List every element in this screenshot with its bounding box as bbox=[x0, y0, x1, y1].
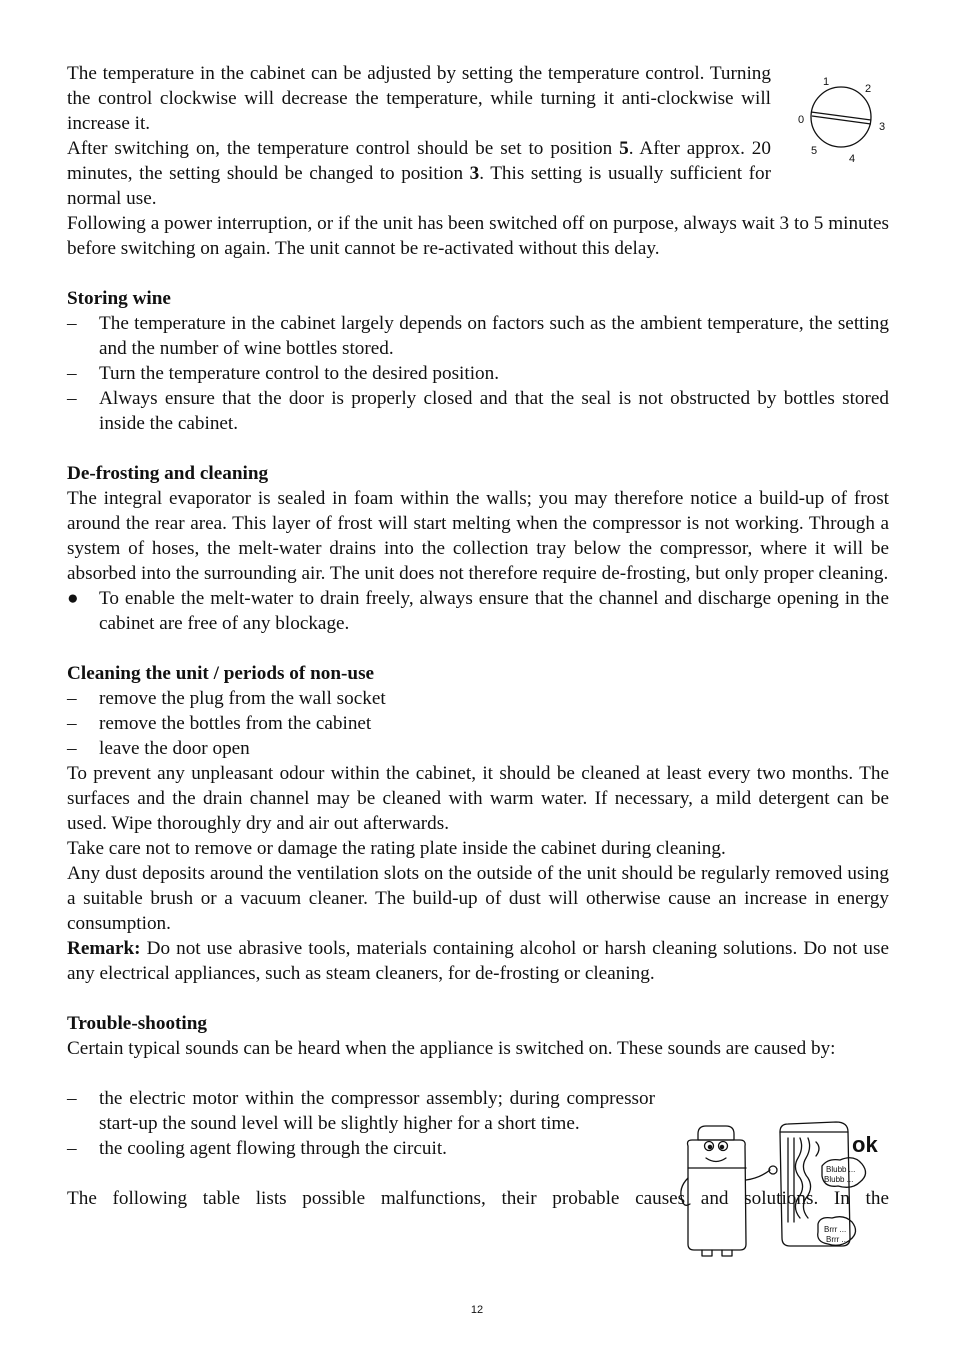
heading-defrosting: De-frosting and cleaning bbox=[67, 463, 269, 484]
heading-cleaning: Cleaning the unit / periods of non-use bbox=[67, 663, 375, 684]
intro-paragraph-1: The temperature in the cabinet can be adjusted by setting the temperature control. Turning the control clockwise will decrease the temperature, while turning it anti-clockwise will increase it. bbox=[67, 63, 771, 134]
cleaning-paragraph-2: Take care not to remove or damage the rating plate inside the cabinet during cleaning. bbox=[67, 838, 726, 859]
cleaning-paragraph-3: Any dust deposits around the ventilation slots on the outside of the unit should be regularly removed using a suitable brush or a vacuum cleaner. The build-up of dust will otherwise cause an increase in energy consumption. bbox=[67, 863, 889, 934]
temperature-dial-figure bbox=[793, 70, 893, 170]
trouble-paragraph-2: The following table lists possible malfunctions, their probable causes and solutions. In the bbox=[67, 1188, 889, 1209]
sound-label: Brrr ... bbox=[824, 1225, 847, 1234]
dial-label: 2 bbox=[865, 83, 872, 95]
intro-paragraph-2: After switching on, the temperature control should be set to position 5. After approx. 20 minutes, the setting should be changed to position 3. This setting is usually sufficient for normal use. bbox=[67, 138, 771, 209]
dial-label: 0 bbox=[798, 114, 805, 126]
list-item: – the cooling agent flowing through the circuit. bbox=[67, 1138, 447, 1159]
list-item: – leave the door open bbox=[67, 738, 250, 759]
document-body bbox=[67, 61, 889, 1211]
list-item: – Always ensure that the door is properly closed and that the seal is not obstructed by bottles stored inside the cabinet. bbox=[67, 388, 889, 434]
sound-label: Brrr ... bbox=[826, 1235, 849, 1244]
dial-label: 1 bbox=[823, 76, 830, 88]
dial-label: 3 bbox=[879, 121, 886, 133]
heading-storing-wine: Storing wine bbox=[67, 288, 171, 309]
list-item: – remove the bottles from the cabinet bbox=[67, 713, 372, 734]
page-number: 12 bbox=[470, 1304, 484, 1316]
list-item: – remove the plug from the wall socket bbox=[67, 688, 386, 709]
fridge-cartoon-figure bbox=[676, 1118, 888, 1258]
list-item: ● To enable the melt-water to drain freely, always ensure that the channel and discharge opening in the cabinet are free of any blockage. bbox=[67, 588, 889, 634]
intro-paragraph-3: Following a power interruption, or if the unit has been switched off on purpose, always wait 3 to 5 minutes before switching on again. The unit cannot be re-activated without this delay. bbox=[67, 213, 889, 259]
defrost-paragraph: The integral evaporator is sealed in foam within the walls; you may therefore notice a build-up of frost around the rear area. This layer of frost will start melting when the compressor is not working. Through a system of hoses, the melt-water drains into the collection tray below the compressor, where it will be absorbed into the surrounding air. The unit does not therefore require de-frosting, but only proper cleaning. bbox=[67, 488, 889, 584]
remark-paragraph: Remark: Do not use abrasive tools, materials containing alcohol or harsh cleaning solutions. Do not use any electrical appliances, such as steam cleaners, for de-frosting or cleaning. bbox=[67, 938, 889, 984]
list-item: – The temperature in the cabinet largely depends on factors such as the ambient temperature, the setting and the number of wine bottles stored. bbox=[67, 313, 889, 359]
sound-label: Blubb ... bbox=[826, 1165, 856, 1174]
cleaning-paragraph-1: To prevent any unpleasant odour within the cabinet, it should be cleaned at least every two months. The surfaces and the drain channel may be cleaned with warm water. If necessary, a mild detergent can be used. Wipe thoroughly dry and air out afterwards. bbox=[67, 763, 889, 834]
list-item: – the electric motor within the compressor assembly; during compressor start-up the sound level will be slightly higher for a short time. bbox=[67, 1088, 655, 1134]
list-item: – Turn the temperature control to the desired position. bbox=[67, 363, 500, 384]
sound-label: Blubb ... bbox=[824, 1175, 854, 1184]
trouble-paragraph-1: Certain typical sounds can be heard when the appliance is switched on. These sounds are caused by: bbox=[67, 1038, 836, 1059]
dial-label: 4 bbox=[849, 153, 856, 165]
dial-label: 5 bbox=[811, 145, 818, 157]
heading-trouble-shooting: Trouble-shooting bbox=[67, 1013, 208, 1034]
ok-label: ok bbox=[852, 1132, 878, 1157]
